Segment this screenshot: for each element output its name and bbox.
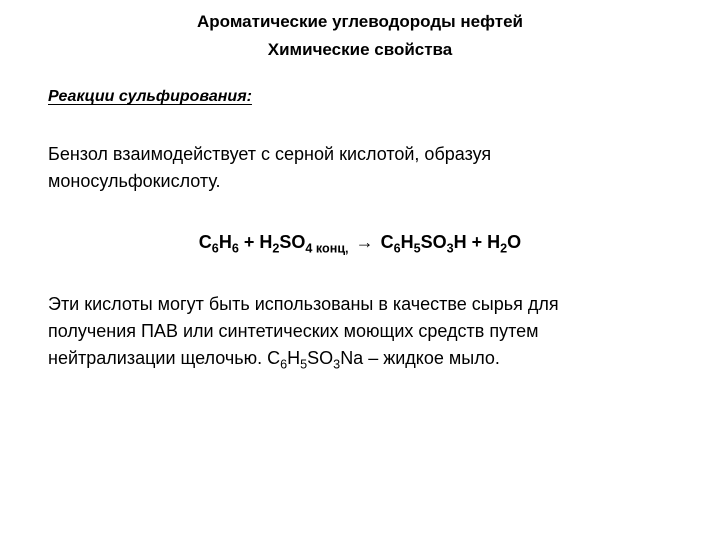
- paragraph-applications: [48, 291, 688, 372]
- eq-sub: 2: [500, 241, 508, 256]
- sulfonation-equation: [0, 232, 720, 256]
- eq-c: C: [380, 232, 394, 252]
- formula-so: SO: [307, 348, 334, 368]
- eq-so: SO: [420, 232, 447, 252]
- paragraph2-line-2: получения ПАВ или синтетических моющих средств путем: [48, 321, 539, 341]
- eq-o: O: [507, 232, 522, 252]
- formula-sub: 3: [333, 357, 341, 372]
- eq-sub: 6: [211, 241, 219, 256]
- paragraph1-line-2: моносульфокислоту.: [48, 171, 221, 191]
- slide-title: [0, 8, 720, 64]
- title-line-1: Ароматические углеводороды нефтей: [197, 12, 523, 31]
- section-heading: Реакции сульфирования:: [48, 88, 252, 105]
- eq-sub: 6: [393, 241, 401, 256]
- line3-post: Na – жидкое мыло.: [340, 348, 500, 368]
- line3-pre: нейтрализации щелочью. C: [48, 348, 281, 368]
- paragraph-benzene: [48, 141, 688, 195]
- eq-sub: 6: [231, 241, 239, 256]
- eq-sub: 2: [272, 241, 280, 256]
- paragraph2-line-3: [48, 345, 688, 372]
- reaction-arrow: →: [350, 232, 379, 252]
- eq-h-plus-h: H + H: [453, 232, 501, 252]
- paragraph2-line-1: Эти кислоты могут быть использованы в качестве сырья для: [48, 294, 559, 314]
- formula-sub: 6: [280, 357, 288, 372]
- eq-h: H: [218, 232, 232, 252]
- title-line-2: Химические свойства: [267, 40, 453, 59]
- paragraph1-line-1: Бензол взаимодействует с серной кислотой, образуя: [48, 144, 492, 164]
- eq-sub: 3: [446, 241, 454, 256]
- eq-h: H: [400, 232, 414, 252]
- eq-sub: 5: [413, 241, 421, 256]
- eq-c: C: [198, 232, 212, 252]
- eq-so: SO: [279, 232, 306, 252]
- formula-h: H: [287, 348, 301, 368]
- eq-plus-h: + H: [238, 232, 273, 252]
- eq-sub-conc: 4 конц,: [305, 241, 349, 256]
- formula-sub: 5: [300, 357, 308, 372]
